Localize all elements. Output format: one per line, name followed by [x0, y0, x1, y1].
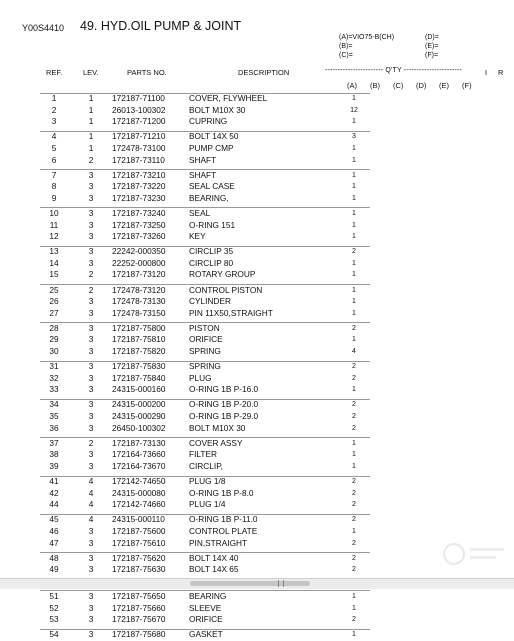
description-cell: ROTARY GROUP: [189, 269, 256, 280]
quantity-a-cell: 1: [352, 209, 356, 217]
level-cell: 3: [88, 361, 94, 372]
level-cell: 3: [88, 372, 94, 383]
quantity-a-cell: 1: [352, 156, 356, 164]
quantity-a-cell: 2: [352, 616, 356, 624]
ref-cell: 8: [51, 181, 57, 192]
part-number-cell: 172478-73150: [112, 307, 166, 318]
quantity-a-cell: 1: [352, 451, 356, 459]
description-cell: FILTER: [189, 449, 217, 460]
table-row[interactable]: [0, 399, 514, 411]
ref-cell: 2: [51, 104, 57, 115]
description-cell: SEAL CASE: [189, 181, 235, 192]
part-number-cell: 172187-75820: [112, 346, 166, 356]
table-row[interactable]: [0, 181, 514, 193]
page-id: Y00S4410: [22, 23, 65, 33]
part-number-cell: 22242-000350: [112, 246, 166, 257]
ref-cell: 54: [49, 629, 59, 640]
table-row[interactable]: [0, 488, 514, 500]
table-row[interactable]: [0, 591, 514, 603]
table-row[interactable]: [0, 93, 514, 105]
table-row[interactable]: [0, 629, 514, 641]
description-cell: COVER, FLYWHEEL: [189, 93, 268, 103]
table-row[interactable]: [0, 269, 514, 281]
quantity-a-cell: 1: [352, 259, 356, 267]
table-row[interactable]: [0, 143, 514, 155]
description-cell: O-RING 1B P-20.0: [189, 399, 259, 410]
ref-cell: 48: [49, 552, 59, 563]
description-cell: BOLT 14X 40: [189, 552, 239, 563]
part-number-cell: 172187-73260: [112, 231, 166, 242]
description-cell: SPRING: [189, 361, 221, 372]
ref-cell: 7: [51, 169, 57, 180]
table-row[interactable]: [0, 258, 514, 270]
table-row[interactable]: [0, 603, 514, 615]
level-cell: 3: [88, 322, 94, 333]
part-number-cell: 172478-73130: [112, 296, 166, 307]
ref-cell: 9: [51, 192, 57, 203]
table-row[interactable]: [0, 220, 514, 232]
part-number-cell: 24315-000080: [112, 487, 166, 498]
quantity-a-cell: 1: [352, 298, 356, 306]
ref-cell: 38: [49, 449, 59, 460]
level-cell: 3: [88, 257, 94, 268]
quantity-a-cell: 1: [352, 386, 356, 394]
description-cell: PIN,STRAIGHT: [189, 537, 248, 548]
level-cell: 3: [88, 219, 94, 230]
ref-cell: 28: [49, 322, 59, 333]
level-cell: 3: [88, 602, 94, 613]
quantity-a-cell: 2: [352, 374, 356, 382]
quantity-a-cell: 1: [352, 118, 356, 126]
table-row[interactable]: [0, 553, 514, 565]
qty-col-b: (B): [370, 81, 380, 90]
description-cell: PLUG 1/4: [189, 499, 226, 510]
description-cell: PLUG: [189, 372, 212, 383]
table-row[interactable]: [0, 231, 514, 243]
quantity-a-cell: 2: [352, 489, 356, 497]
ref-cell: 51: [49, 590, 59, 601]
ref-cell: 5: [51, 142, 57, 153]
quantity-a-cell: 2: [352, 424, 356, 432]
quantity-a-cell: 1: [352, 527, 356, 535]
table-row[interactable]: [0, 170, 514, 182]
part-number-cell: 172187-71200: [112, 116, 166, 127]
level-cell: 3: [88, 246, 94, 257]
level-cell: 3: [88, 411, 94, 421]
quantity-a-cell: 2: [352, 554, 356, 562]
level-cell: 3: [88, 629, 94, 640]
qty-col-c: (C): [393, 81, 404, 90]
quantity-a-cell: 2: [352, 363, 356, 371]
level-cell: 3: [88, 296, 94, 307]
part-number-cell: 24315-000200: [112, 399, 166, 410]
level-cell: 3: [88, 590, 94, 601]
quantity-a-cell: 1: [352, 171, 356, 179]
ref-cell: 34: [49, 399, 59, 410]
table-row[interactable]: [0, 116, 514, 128]
description-cell: SHAFT: [189, 169, 217, 180]
table-row[interactable]: [0, 285, 514, 297]
ref-cell: 49: [49, 564, 59, 575]
table-row[interactable]: [0, 131, 514, 143]
level-cell: 3: [88, 231, 94, 242]
table-row[interactable]: [0, 538, 514, 550]
ref-cell: 12: [49, 231, 59, 242]
description-cell: SLEEVE: [189, 602, 222, 613]
description-cell: CONTROL PLATE: [189, 525, 258, 536]
quantity-a-cell: 3: [352, 133, 356, 141]
part-number-cell: 24315-000290: [112, 411, 166, 421]
quantity-a-cell: 1: [352, 144, 356, 152]
part-number-cell: 24315-000160: [112, 384, 166, 395]
part-number-cell: 172187-75830: [112, 361, 166, 372]
level-cell: 3: [88, 564, 94, 575]
quantity-a-cell: 2: [352, 401, 356, 409]
description-cell: ORIFICE: [189, 614, 223, 625]
scrollbar-grip-icon: [278, 580, 284, 587]
model-e-label: (E)=: [425, 43, 439, 50]
description-cell: CUPRING: [189, 116, 228, 127]
ref-cell: 46: [49, 525, 59, 536]
quantity-a-cell: 1: [352, 286, 356, 294]
ref-cell: 29: [49, 334, 59, 345]
level-cell: 3: [88, 460, 94, 471]
table-row[interactable]: [0, 614, 514, 626]
level-cell: 4: [88, 499, 94, 510]
level-cell: 3: [88, 552, 94, 563]
table-row[interactable]: [0, 208, 514, 220]
ref-cell: 1: [51, 93, 57, 103]
watermark-logo: [440, 534, 510, 574]
table-row[interactable]: [0, 246, 514, 258]
quantity-a-cell: 1: [352, 631, 356, 639]
scrollbar-thumb[interactable]: [190, 581, 310, 586]
part-number-cell: 172187-75660: [112, 602, 166, 613]
table-row[interactable]: [0, 334, 514, 346]
table-row[interactable]: [0, 526, 514, 538]
part-number-cell: 172187-73220: [112, 181, 166, 192]
level-cell: 1: [88, 142, 94, 153]
description-cell: O-RING 1B P-11.0: [189, 514, 258, 525]
description-cell: CONTROL PISTON: [189, 284, 263, 295]
table-row[interactable]: [0, 423, 514, 435]
table-row[interactable]: [0, 411, 514, 423]
level-cell: 1: [88, 131, 94, 142]
level-cell: 4: [88, 514, 94, 525]
qty-col-f: (F): [462, 81, 472, 90]
ref-cell: 32: [49, 372, 59, 383]
part-number-cell: 172187-75680: [112, 629, 166, 640]
ref-cell: 6: [51, 154, 57, 165]
description-cell: GASKET: [189, 629, 223, 640]
part-number-cell: 172187-75840: [112, 372, 166, 383]
level-cell: 3: [88, 537, 94, 548]
description-cell: BOLT M10X 30: [189, 422, 246, 433]
description-cell: SEAL: [189, 207, 211, 218]
part-number-cell: 172187-75670: [112, 614, 166, 625]
qty-col-d: (D): [416, 81, 427, 90]
model-b-label: (B)=: [339, 43, 353, 50]
part-number-cell: 22252-000800: [112, 257, 166, 268]
level-cell: 3: [88, 307, 94, 318]
qty-col-a: (A): [347, 81, 357, 90]
level-cell: 3: [88, 525, 94, 536]
quantity-a-cell: 1: [352, 194, 356, 202]
description-cell: PIN 11X50,STRAIGHT: [189, 307, 273, 318]
part-number-cell: 172164-73660: [112, 449, 166, 460]
level-cell: 1: [88, 93, 94, 103]
table-row[interactable]: [0, 514, 514, 526]
part-number-cell: 172142-74660: [112, 499, 166, 510]
header-i: I: [485, 68, 488, 77]
part-number-cell: 172142-74650: [112, 476, 166, 486]
description-cell: CIRCLIP,: [189, 460, 223, 471]
description-cell: COVER ASSY: [189, 437, 243, 448]
ref-cell: 42: [49, 487, 59, 498]
ref-cell: 30: [49, 346, 59, 356]
table-row[interactable]: [0, 323, 514, 335]
description-cell: BEARING,: [189, 192, 229, 203]
page-title: 49. HYD.OIL PUMP & JOINT: [80, 19, 242, 33]
part-number-cell: 172478-73120: [112, 284, 166, 295]
quantity-a-cell: 2: [352, 501, 356, 509]
ref-cell: 25: [49, 284, 59, 295]
level-cell: 3: [88, 192, 94, 203]
level-cell: 3: [88, 181, 94, 192]
ref-cell: 53: [49, 614, 59, 625]
table-row[interactable]: [0, 384, 514, 396]
description-cell: ORIFICE: [189, 334, 223, 345]
quantity-a-cell: 1: [352, 309, 356, 317]
level-cell: 3: [88, 399, 94, 410]
quantity-a-cell: 1: [352, 604, 356, 612]
table-row[interactable]: [0, 564, 514, 576]
part-number-cell: 172187-71100: [112, 93, 165, 103]
table-row[interactable]: [0, 105, 514, 117]
description-cell: O-RING 1B P-8.0: [189, 487, 254, 498]
ref-cell: 39: [49, 460, 59, 471]
description-cell: CYLINDER: [189, 296, 231, 307]
header-r: R: [498, 68, 504, 77]
description-cell: O-RING 1B P-16.0: [189, 384, 259, 395]
description-cell: PISTON: [189, 322, 220, 333]
quantity-a-cell: 1: [352, 221, 356, 229]
model-d-label: (D)=: [425, 34, 439, 41]
part-number-cell: 26450-100302: [112, 422, 166, 433]
ref-cell: 37: [49, 437, 59, 448]
header-ref: REF.: [46, 68, 63, 77]
quantity-a-cell: 2: [352, 478, 356, 485]
part-number-cell: 172478-73100: [112, 142, 166, 153]
level-cell: 1: [88, 104, 94, 115]
qty-col-e: (E): [439, 81, 449, 90]
description-cell: BOLT 14X 65: [189, 564, 239, 575]
model-f-label: (F)=: [425, 52, 439, 59]
part-number-cell: 172187-75810: [112, 334, 166, 345]
level-cell: 3: [88, 384, 94, 395]
ref-cell: 47: [49, 537, 59, 548]
table-row[interactable]: [0, 308, 514, 320]
part-number-cell: 172187-71210: [112, 131, 166, 142]
part-number-cell: 172187-75650: [112, 590, 166, 601]
description-cell: BEARING: [189, 590, 227, 601]
description-cell: CIRCLIP 80: [189, 257, 234, 268]
description-cell: BOLT 14X 50: [189, 131, 239, 142]
quantity-a-cell: 2: [352, 516, 356, 524]
model-c-label: (C)=: [339, 52, 353, 59]
ref-cell: 11: [49, 219, 59, 230]
description-cell: PLUG 1/8: [189, 476, 226, 486]
ref-cell: 26: [49, 296, 59, 307]
level-cell: 2: [88, 437, 94, 448]
level-cell: 3: [88, 449, 94, 460]
ref-cell: 4: [51, 131, 57, 142]
header-level: LEV.: [83, 68, 99, 77]
description-cell: SPRING: [189, 346, 221, 356]
level-cell: 3: [88, 334, 94, 345]
header-parts-no: PARTS NO.: [127, 68, 167, 77]
part-number-cell: 172187-75630: [112, 564, 166, 575]
description-cell: PUMP CMP: [189, 142, 234, 153]
quantity-a-cell: 1: [352, 462, 356, 470]
quantity-a-cell: 1: [352, 183, 356, 191]
table-row[interactable]: [0, 361, 514, 373]
quantity-a-cell: 1: [352, 439, 356, 447]
table-row[interactable]: [0, 476, 514, 488]
ref-cell: 14: [49, 257, 59, 268]
ref-cell: 35: [49, 411, 59, 421]
level-cell: 3: [88, 422, 94, 433]
description-cell: O-RING 151: [189, 219, 236, 230]
quantity-a-cell: 4: [352, 348, 356, 355]
description-cell: BOLT M10X 30: [189, 104, 246, 115]
quantity-a-cell: 1: [352, 592, 356, 600]
table-row[interactable]: [0, 296, 514, 308]
table-row[interactable]: [0, 193, 514, 205]
quantity-a-cell: 1: [352, 336, 356, 344]
ref-cell: 31: [49, 361, 59, 372]
level-cell: 3: [88, 614, 94, 625]
level-cell: 3: [88, 207, 94, 218]
quantity-a-cell: 1: [352, 271, 356, 279]
level-cell: 2: [88, 284, 94, 295]
ref-cell: 3: [51, 116, 57, 127]
ref-cell: 41: [49, 476, 59, 486]
part-number-cell: 172187-73230: [112, 192, 166, 203]
part-number-cell: 172164-73670: [112, 460, 166, 471]
part-number-cell: 172187-75600: [112, 525, 166, 536]
ref-cell: 45: [49, 514, 59, 525]
ref-cell: 44: [49, 499, 59, 510]
quantity-a-cell: 1: [352, 233, 356, 241]
ref-cell: 33: [49, 384, 59, 395]
table-row[interactable]: [0, 346, 514, 358]
part-number-cell: 172187-75800: [112, 322, 166, 333]
description-cell: KEY: [189, 231, 206, 242]
description-cell: CIRCLIP 35: [189, 246, 234, 257]
level-cell: 2: [88, 154, 94, 165]
quantity-a-cell: 12: [350, 106, 358, 114]
horizontal-scrollbar[interactable]: [0, 578, 514, 589]
ref-cell: 36: [49, 422, 59, 433]
part-number-cell: 172187-75610: [112, 537, 166, 548]
ref-cell: 10: [49, 207, 59, 218]
level-cell: 4: [88, 487, 94, 498]
table-row[interactable]: [0, 373, 514, 385]
part-number-cell: 172187-73250: [112, 219, 166, 230]
quantity-a-cell: 2: [352, 324, 356, 332]
quantity-a-cell: 2: [352, 566, 356, 574]
description-cell: O-RING 1B P-29.0: [189, 411, 259, 421]
level-cell: 3: [88, 346, 94, 356]
level-cell: 3: [88, 169, 94, 180]
header-quantity: ----------------------- Q'TY -----------------------: [325, 67, 463, 74]
part-number-cell: 24315-000110: [112, 514, 165, 525]
part-number-cell: 172187-73110: [112, 154, 165, 165]
quantity-a-cell: 2: [352, 413, 356, 420]
table-row[interactable]: [0, 449, 514, 461]
quantity-a-cell: 1: [352, 95, 356, 102]
table-row[interactable]: [0, 499, 514, 511]
ref-cell: 52: [49, 602, 59, 613]
part-number-cell: 26013-100302: [112, 104, 166, 115]
part-number-cell: 172187-73120: [112, 269, 166, 280]
level-cell: 1: [88, 116, 94, 127]
model-a-label: (A)=VIO75-B(CH): [339, 34, 395, 41]
ref-cell: 13: [49, 246, 59, 257]
ref-cell: 15: [49, 269, 59, 280]
part-number-cell: 172187-73130: [112, 437, 166, 448]
quantity-a-cell: 2: [352, 539, 356, 547]
table-row[interactable]: [0, 461, 514, 473]
header-description: DESCRIPTION: [238, 68, 290, 77]
ref-cell: 27: [49, 307, 59, 318]
table-row[interactable]: [0, 155, 514, 167]
description-cell: SHAFT: [189, 154, 217, 165]
part-number-cell: 172187-73240: [112, 207, 166, 218]
level-cell: 2: [88, 269, 94, 280]
quantity-a-cell: 2: [352, 248, 356, 256]
level-cell: 4: [88, 476, 94, 486]
part-number-cell: 172187-73210: [112, 169, 166, 180]
part-number-cell: 172187-75620: [112, 552, 166, 563]
table-row[interactable]: [0, 438, 514, 450]
